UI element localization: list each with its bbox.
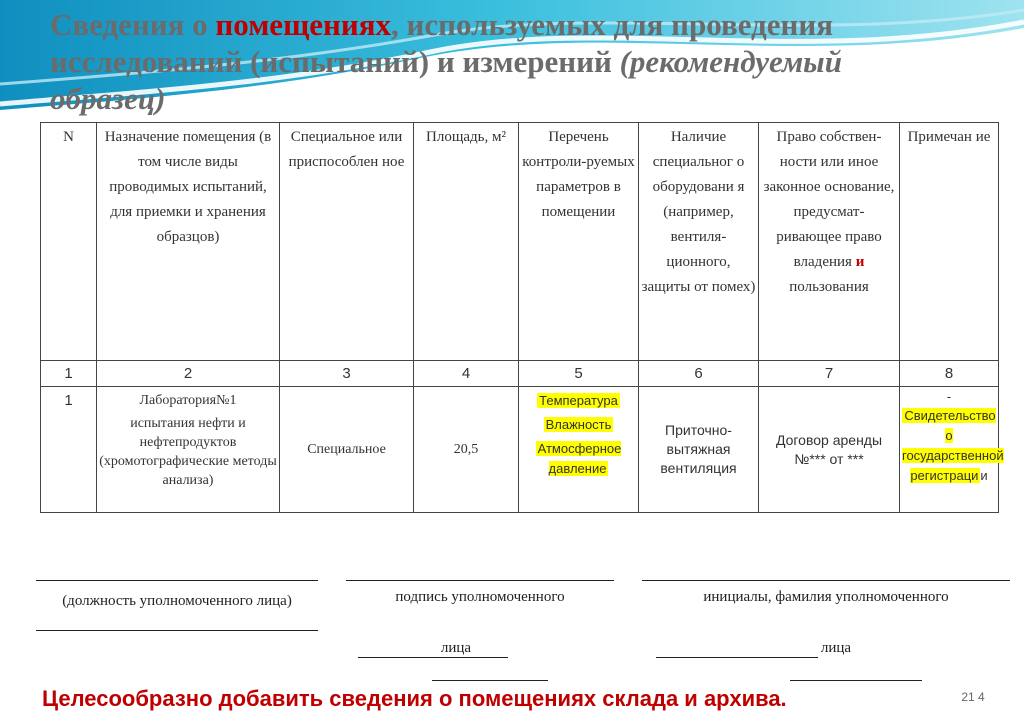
purpose-desc: испытания нефти и нефтепродуктов (хромотографические методы анализа) (99, 416, 277, 488)
signature-label: подпись уполномоченного (395, 589, 565, 605)
header-cell: Примечан ие (900, 123, 999, 361)
title-highlight: помещениях (215, 7, 391, 42)
param-humidity: Влажность (545, 417, 612, 432)
signature-line (358, 657, 508, 658)
title-italic: (рекомендуемый образец) (50, 44, 842, 116)
slide-title (50, 6, 950, 117)
header-cell: Наличие специальног о оборудовани я (например, вентиля-ционного, защиты от помех) (639, 123, 759, 361)
param-pressure: Атмосферное давление (537, 441, 622, 476)
row-number: 1 (41, 387, 97, 513)
name-label-person: лица (820, 640, 852, 656)
row-rights: Договор аренды №*** от *** (759, 387, 900, 513)
rooms-table (40, 122, 1004, 513)
header-rights-text: Право собствен-ности или иное законное основание, предусмат-ривающее право владения (763, 129, 895, 270)
column-number: 1 (41, 361, 97, 387)
column-number: 7 (759, 361, 900, 387)
column-number: 8 (900, 361, 999, 387)
column-number: 6 (639, 361, 759, 387)
header-rights-tail: пользования (789, 279, 869, 295)
column-number: 4 (414, 361, 519, 387)
page-number: 21 4 (961, 690, 985, 704)
purpose-lab: Лаборатория№1 (139, 393, 237, 408)
header-cell: Специальное или приспособлен ное (280, 123, 414, 361)
footer-note: Целесообразно добавить сведения о помещениях склада и архива. (42, 686, 787, 711)
header-rights-red: и (855, 254, 865, 270)
row-purpose (97, 387, 280, 513)
position-label: (должность уполномоченного лица) (62, 593, 292, 609)
column-number: 2 (97, 361, 280, 387)
signature-line (36, 580, 318, 581)
row-type: Специальное (280, 387, 414, 513)
title-part1: Сведения о (50, 7, 216, 42)
header-cell: Перечень контроли-руемых параметров в помещении (519, 123, 639, 361)
row-equipment: Приточно-вытяжная вентиляция (639, 387, 759, 513)
title-part2: , используемых для проведения исследований (испытаний) и измерений (50, 7, 833, 79)
column-number: 5 (519, 361, 639, 387)
signature-line (346, 580, 614, 581)
header-cell: N (41, 123, 97, 361)
note-tail: и (980, 468, 988, 483)
param-temperature: Температура (539, 393, 618, 408)
row-area: 20,5 (414, 387, 519, 513)
name-label: инициалы, фамилия уполномоченного (703, 589, 949, 605)
signature-label-person: лица (440, 640, 472, 656)
note-dash: - (946, 389, 952, 404)
table-row (41, 387, 999, 513)
row-note (900, 387, 1004, 513)
header-cell: Назначение помещения (в том числе виды проводимых испытаний, для приемки и хранения образцов) (97, 123, 280, 361)
header-cell (759, 123, 900, 361)
table-header-row (41, 123, 999, 361)
header-cell: Площадь, м² (414, 123, 519, 361)
signature-line (36, 630, 318, 631)
row-params (519, 387, 639, 513)
signature-line (432, 680, 548, 681)
signature-line (642, 580, 1010, 581)
column-number: 3 (280, 361, 414, 387)
signature-line (656, 657, 818, 658)
column-numbers-row (41, 361, 999, 387)
signature-line (790, 680, 922, 681)
note-certificate: Свидетельство о государственной регистраци (902, 408, 1004, 483)
